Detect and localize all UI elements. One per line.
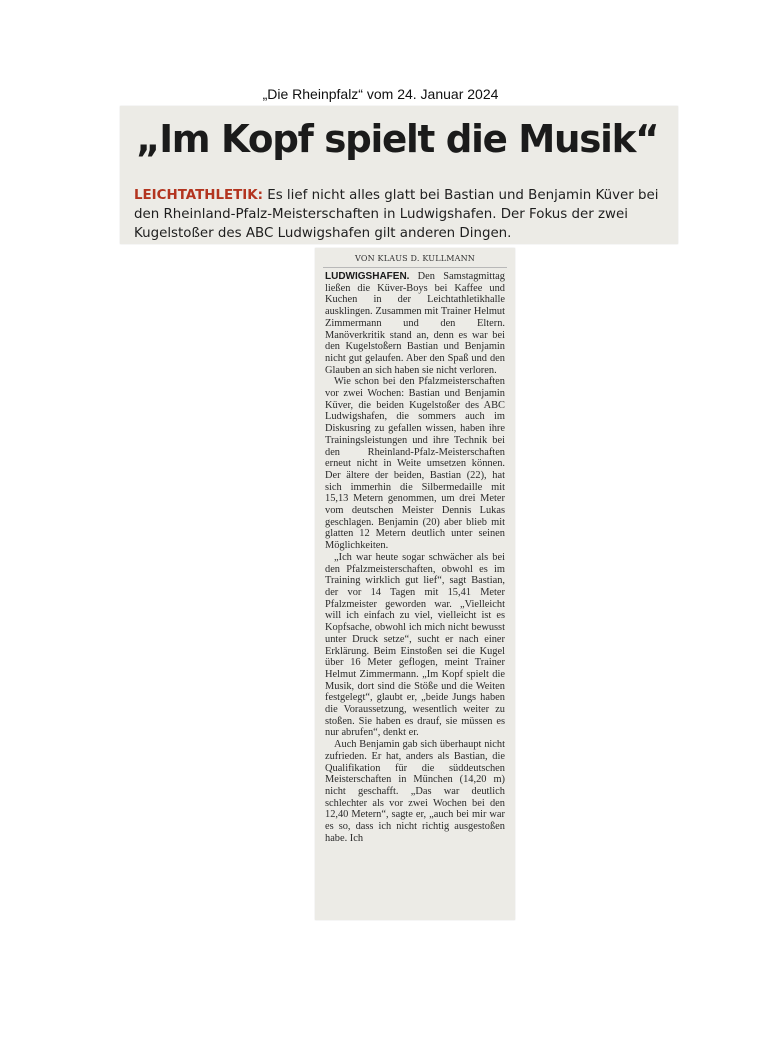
lead-paragraph [134, 186, 669, 243]
article-paragraph-1 [325, 271, 505, 376]
article-column-clipping [315, 248, 515, 920]
byline: VON KLAUS D. KULLMANN [354, 254, 475, 263]
lead-kicker: LEICHTATHLETIK: [134, 188, 263, 203]
article-paragraph-4: Auch Benjamin gab sich überhaupt nicht zufrieden. Er hat, anders als Bastian, die Qualifikation für die süddeutschen Meisterschaften in München (14,20 m) nicht geschafft. „Das war deutlich schlechter als vor zwei Wochen bei den 12,40 Metern“, sagte er, „auch bei mir war es so, dass ich nicht richtig ausgestoßen habe. Ich [325, 739, 505, 844]
article-paragraph-3: „Ich war heute sogar schwächer als bei den Pfalzmeisterschaften, obwohl es im Training wirklich gut lief“, sagt Bastian, der vor 14 Tagen mit 15,41 Meter Pfalzmeister geworden war. „Vielleicht will ich einfach zu viel, vielleicht ist es Kopfsache, obwohl ich mich nicht bewusst unter Druck setze“, sucht er nach einer Erklärung. Beim Einstoßen sei die Kugel über 16 Meter geflogen, meint Trainer Helmut Zimmermann. „Im Kopf spielt die Musik, dort sind die Stöße und die Weiten festgelegt“, glaubt er, „beide Jungs haben die Voraussetzung, wesentlich weiter zu stoßen. Sie haben es drauf, sie müssen es nur abrufen“, denkt er. [325, 551, 505, 739]
headline: „Im Kopf spielt die Musik“ [136, 117, 659, 161]
article-paragraph-2: Wie schon bei den Pfalzmeisterschaften vor zwei Wochen: Bastian und Benjamin Küver, die beiden Kugelstoßer des ABC Ludwigshafen, die sommers auch im Diskusring zu gefallen wissen, haben ihre Trainingsleistungen und ihre Technik bei den Rheinland-Pfalz-Meisterschaften erneut nicht in Weite umsetzen können. Der ältere der beiden, Bastian (22), hat sich immerhin die Silbermedaille mit 15,13 Metern genommen, um drei Meter vom deutschen Meister Dennis Lukas geschlagen. Benjamin (20) aber blieb mit glatten 12 Metern deutlich unter seinen Möglichkeiten. [325, 376, 505, 552]
article-body [325, 271, 505, 844]
paragraph-1-text: Den Samstagmittag ließen die Küver-Boys bei Kaffee und Kuchen in der Leichtathletikhalle ausklingen. Zusammen mit Trainer Helmut Zimmermann und den Eltern. Manöverkritik stand an, denn es war bei den Kugelstoßern Bastian und Benjamin nicht gut gelaufen. Aber den Spaß und den Glauben an sich haben sie nicht verloren. [325, 271, 505, 376]
lead-text: Es lief nicht alles glatt bei Bastian und Benjamin Küver bei den Rheinland-Pfalz-Meisterschaften in Ludwigshafen. Der Fokus der zwei Kugelstoßer des ABC Ludwigshafen gilt anderen Dingen. [134, 188, 659, 241]
dateline: LUDWIGSHAFEN. [325, 271, 410, 282]
byline-divider [323, 267, 507, 268]
headline-clipping [120, 106, 678, 244]
source-line: „Die Rheinpfalz“ vom 24. Januar 2024 [262, 86, 499, 102]
